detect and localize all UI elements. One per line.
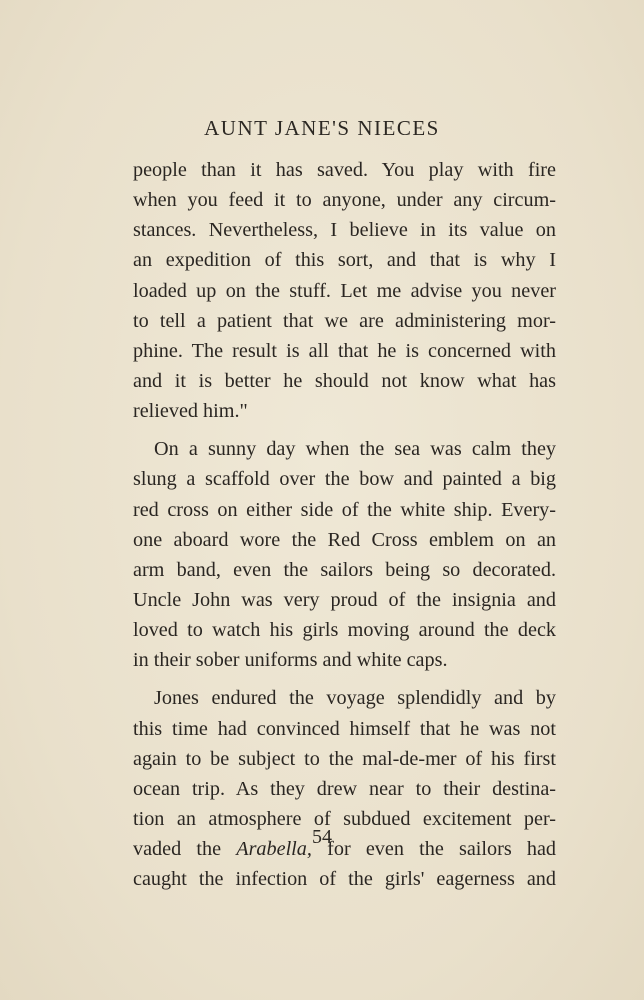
text-line: tion an atmosphere of subdued excitement per- bbox=[133, 807, 556, 830]
paragraph-2 bbox=[133, 434, 556, 675]
text-segment: vaded the bbox=[133, 838, 222, 861]
text-line: this time had convinced himself that he was not bbox=[133, 717, 556, 740]
text-line: in their sober uniforms and white caps. bbox=[133, 649, 448, 672]
text-line: On a sunny day when the sea was calm they bbox=[154, 438, 556, 461]
text-line: relieved him." bbox=[133, 400, 248, 423]
text-line: arm band, even the sailors being so decorated. bbox=[133, 558, 556, 581]
text-line: phine. The result is all that he is concerned with bbox=[133, 339, 556, 362]
text-line: people than it has saved. You play with fire bbox=[133, 159, 556, 181]
text-line: Uncle John was very proud of the insignia and bbox=[133, 588, 556, 611]
text-line: red cross on either side of the white ship. Every- bbox=[133, 498, 556, 521]
text-line: and it is better he should not know what has bbox=[133, 369, 556, 392]
text-line: when you feed it to anyone, under any circum- bbox=[133, 189, 556, 212]
text-line: loved to watch his girls moving around the deck bbox=[133, 619, 556, 642]
text-line: slung a scaffold over the bow and painted a big bbox=[133, 468, 556, 491]
running-head: AUNT JANE'S NIECES bbox=[204, 116, 440, 140]
body-text bbox=[133, 155, 556, 894]
text-line: to tell a patient that we are administering mor- bbox=[133, 309, 556, 332]
text-line: again to be subject to the mal-de-mer of his first bbox=[133, 747, 556, 770]
ship-name: Arabella, bbox=[236, 838, 312, 861]
text-line: Jones endured the voyage splendidly and by bbox=[154, 687, 556, 710]
text-line: one aboard wore the Red Cross emblem on an bbox=[133, 528, 556, 551]
text-line: loaded up on the stuff. Let me advise you never bbox=[133, 279, 556, 302]
text-line: ocean trip. As they drew near to their destina- bbox=[133, 777, 556, 800]
paragraph-1 bbox=[133, 155, 556, 426]
text-line: an expedition of this sort, and that is why I bbox=[133, 249, 556, 272]
text-segment: for even the sailors had bbox=[327, 838, 557, 861]
paragraph-3 bbox=[133, 683, 556, 894]
text-line: stances. Nevertheless, I believe in its value on bbox=[133, 219, 556, 242]
page-number: 54 bbox=[312, 826, 332, 848]
text-line: caught the infection of the girls' eagerness and bbox=[133, 868, 556, 891]
